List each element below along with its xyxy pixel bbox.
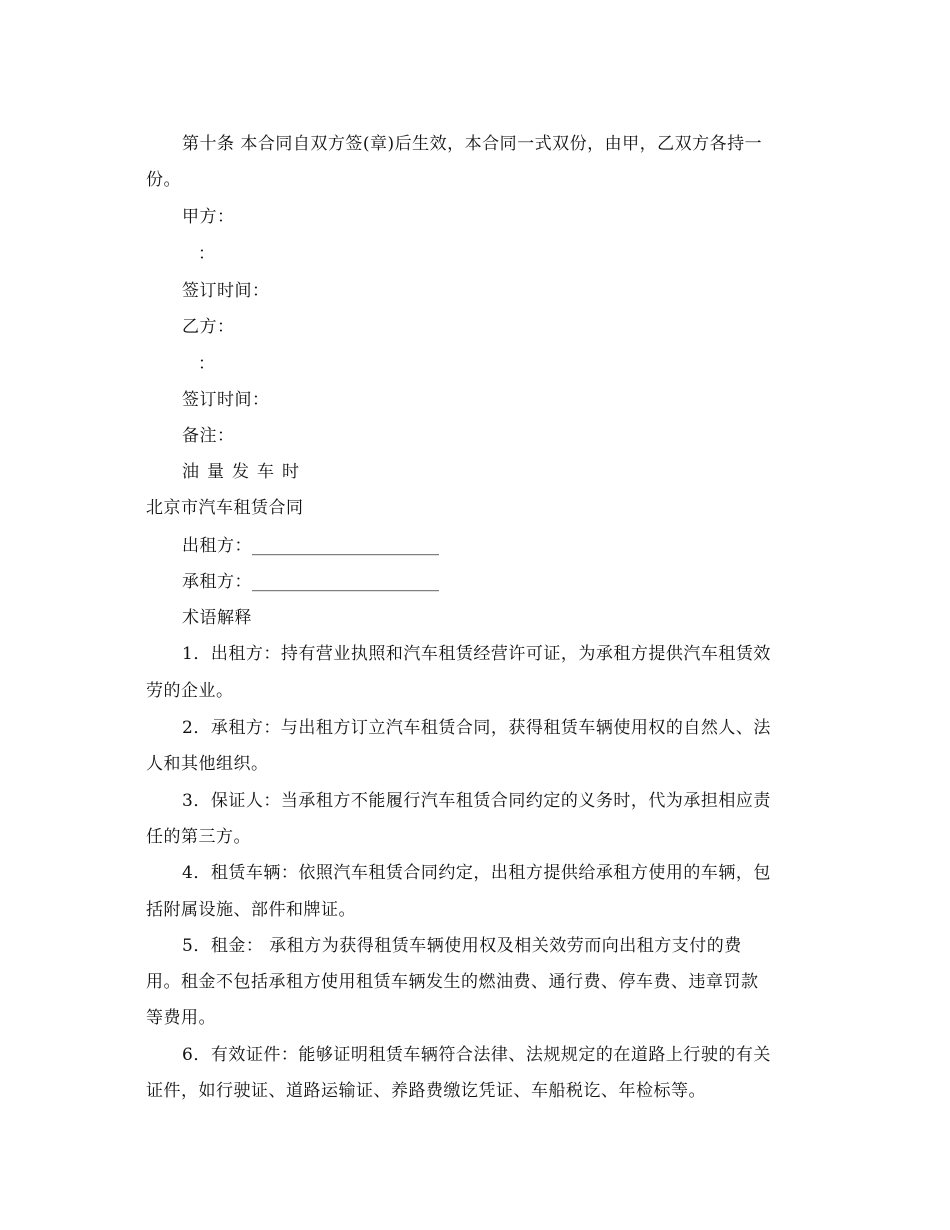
party-a-label: 甲方： bbox=[182, 207, 235, 227]
lessor-line bbox=[182, 534, 439, 558]
lessee-blank: ______________________ bbox=[252, 572, 439, 592]
term-2-line-2: 人和其他组织。 bbox=[146, 754, 269, 774]
term-5-line-2: 用。租金不包括承租方使用租赁车辆发生的燃油费、通行费、停车费、违章罚款 bbox=[146, 972, 759, 992]
term-5-line-1: 5．租金： 承租方为获得租赁车辆使用权及相关效劳而向出租方支付的费 bbox=[182, 936, 742, 956]
lessee-line bbox=[182, 570, 439, 594]
term-6-line-1: 6．有效证件：能够证明租赁车辆符合法律、法规规定的在道路上行驶的有关 bbox=[182, 1045, 771, 1065]
party-b-label: 乙方： bbox=[182, 317, 235, 337]
lessor-label: 出租方： bbox=[182, 536, 252, 556]
term-5-line-3: 等费用。 bbox=[146, 1008, 216, 1028]
remarks-label: 备注： bbox=[182, 426, 235, 446]
term-3-line-2: 任的第三方。 bbox=[146, 827, 251, 847]
party-a-sign-time: 签订时间： bbox=[182, 281, 270, 301]
term-6-line-2: 证件，如行驶证、道路运输证、养路费缴讫凭证、车船税讫、年检标等。 bbox=[146, 1081, 706, 1101]
lessor-blank: ______________________ bbox=[252, 536, 439, 556]
term-1-line-1: 1．出租方：持有营业执照和汽车租赁经营许可证，为承租方提供汽车租赁效 bbox=[182, 644, 771, 664]
term-3-line-1: 3．保证人：当承租方不能履行汽车租赁合同约定的义务时，代为承担相应责 bbox=[182, 791, 771, 811]
terms-heading: 术语解释 bbox=[182, 608, 252, 628]
term-4-line-1: 4．租赁车辆：依照汽车租赁合同约定，出租方提供给承租方使用的车辆，包 bbox=[182, 863, 771, 883]
party-b-sign-time: 签订时间： bbox=[182, 390, 270, 410]
party-b-colon: ： bbox=[198, 354, 216, 374]
article-10-line-2: 份。 bbox=[146, 170, 181, 190]
term-4-line-2: 括附属设施、部件和牌证。 bbox=[146, 900, 356, 920]
contract-title: 北京市汽车租赁合同 bbox=[146, 498, 304, 518]
fuel-row: 油量发车时 bbox=[182, 462, 307, 482]
term-2-line-1: 2．承租方：与出租方订立汽车租赁合同，获得租赁车辆使用权的自然人、法 bbox=[182, 718, 771, 738]
article-10-line-1: 第十条 本合同自双方签(章)后生效，本合同一式双份，由甲，乙双方各持一 bbox=[182, 134, 763, 154]
lessee-label: 承租方： bbox=[182, 572, 252, 592]
term-1-line-2: 劳的企业。 bbox=[146, 681, 234, 701]
party-a-colon: ： bbox=[198, 244, 216, 264]
